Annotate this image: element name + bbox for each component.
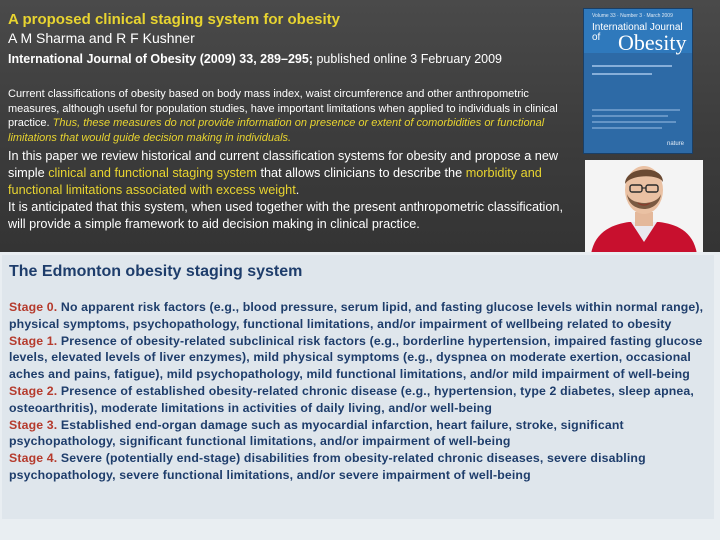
cover-text-line bbox=[592, 115, 668, 117]
summary-text-part: . bbox=[295, 183, 300, 197]
stage-label: Stage 2. bbox=[9, 383, 58, 398]
cover-issue-text: Volume 33 · Number 3 · March 2009 bbox=[592, 13, 673, 19]
staging-panel-inner bbox=[2, 255, 714, 519]
summary-text-part: In this paper we review historical and current classification systems for obesity and propose a new simple bbox=[8, 149, 559, 180]
stage-label: Stage 4. bbox=[9, 451, 58, 466]
summary-text bbox=[8, 148, 583, 233]
cover-publisher: nature bbox=[666, 141, 684, 147]
stage-item-1 bbox=[9, 333, 720, 383]
stage-item-0 bbox=[9, 299, 720, 333]
journal-citation bbox=[8, 52, 502, 66]
cover-journal-name: Obesity bbox=[618, 30, 687, 55]
abstract-body: Current classifications of obesity based on body mass index, waist circumference and other anthropometric measures, although useful for population studies, have important limitations when applied to individuals in clinical practice. bbox=[8, 88, 558, 130]
author-portrait-icon bbox=[585, 160, 703, 254]
summary-text-part: that allows clinicians to describe the bbox=[256, 166, 466, 180]
stage-label: Stage 3. bbox=[9, 417, 58, 432]
stage-description: No apparent risk factors (e.g., blood pressure, serum lipid, and fasting glucose levels within normal range), physical symptoms, psychopathology, functional limitations, and/or impairment of wellbeing related to obesity bbox=[9, 300, 704, 331]
cover-text-line bbox=[592, 65, 672, 67]
stage-item-3 bbox=[9, 417, 720, 451]
header-section bbox=[0, 0, 720, 252]
cover-text-line bbox=[592, 109, 680, 111]
stage-list bbox=[9, 299, 720, 484]
stage-label: Stage 0. bbox=[9, 300, 58, 314]
author-photo bbox=[585, 160, 703, 254]
cover-text-line bbox=[592, 121, 676, 123]
summary-highlight: clinical and functional staging system bbox=[48, 166, 257, 180]
staging-panel bbox=[0, 252, 720, 540]
paper-title: A proposed clinical staging system for obesity bbox=[8, 11, 341, 28]
stage-item-4 bbox=[9, 450, 720, 484]
summary-paragraph-1 bbox=[8, 148, 583, 199]
stage-description: Established end-organ damage such as myocardial infarction, heart failure, stroke, significant psychopathology, significant functional limitations, and/or impairment of well-being bbox=[9, 417, 624, 449]
staging-title: The Edmonton obesity staging system bbox=[9, 263, 303, 280]
cover-text-line bbox=[592, 127, 662, 129]
stage-description: Presence of established obesity-related chronic disease (e.g., hypertension, type 2 diabetes, sleep apnea, osteoarthritis), moderate limitations in activities of daily living, and/or well-being bbox=[9, 383, 694, 415]
cover-text-line bbox=[592, 73, 652, 75]
journal-cover-image bbox=[583, 8, 693, 154]
publication-date: published online 3 February 2009 bbox=[312, 52, 503, 66]
cover-journal-prefix: International Journal of bbox=[592, 22, 683, 43]
abstract-text bbox=[8, 87, 583, 145]
stage-description: Severe (potentially end-stage) disabilities from obesity-related chronic diseases, severe disabling psychopathology, severe functional limitations, and/or severe impairment of well-being bbox=[9, 451, 646, 482]
summary-paragraph-2: It is anticipated that this system, when used together with the present anthropometric classification, will provide a simple framework to aid decision making in clinical practice. bbox=[8, 200, 564, 231]
paper-authors: A M Sharma and R F Kushner bbox=[8, 30, 195, 46]
journal-name: International Journal of Obesity (2009) 33, 289–295; bbox=[8, 52, 313, 66]
stage-item-2 bbox=[9, 383, 720, 417]
stage-description: Presence of obesity-related subclinical risk factors (e.g., borderline hypertension, impaired fasting glucose levels, elevated levels of liver enzymes), mild physical symptoms (e.g., dyspnea on moderate exertion, occasional aches and pains, fatigue), mild psychopathology, mild functional limitations, and/or mild impairment of well-being bbox=[9, 333, 703, 382]
stage-label: Stage 1. bbox=[9, 333, 58, 348]
summary-highlight: morbidity and functional limitations associated with excess weight bbox=[8, 166, 542, 197]
abstract-highlight: Thus, these measures do not provide information on presence or extent of comorbidities or functional limitations that would guide decision making in individuals. bbox=[8, 117, 545, 144]
